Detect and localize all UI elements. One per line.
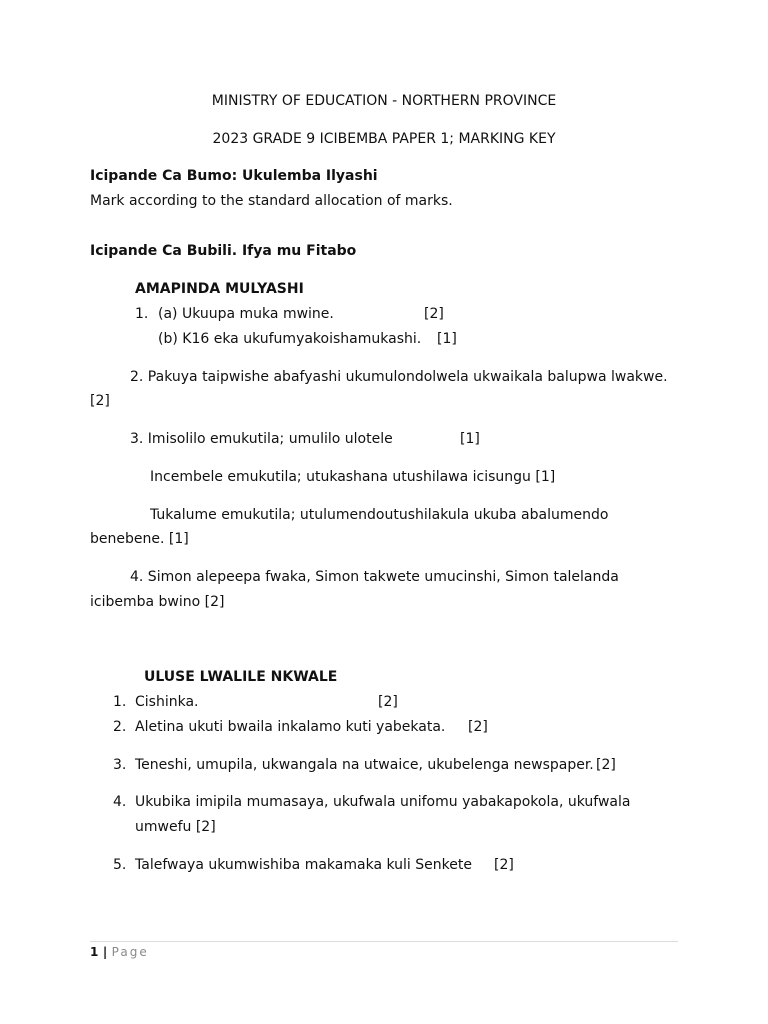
q3-line-2: Incembele emukutila; utukashana utushilawa icisungu [1] [150,469,556,485]
page-footer [90,943,149,961]
q4-line-1: 4. Simon alepeepa fwaka, Simon takwete umucinshi, Simon talelanda [130,569,619,585]
uluse-item-2-mark: [2] [468,719,488,735]
q3-line-3: Tukalume emukutila; utulumendoutushilakula ukuba abalumendo [150,507,609,523]
uluse-item-2-text: Aletina ukuti bwaila inkalamo kuti yabekata. [135,719,446,735]
uluse-item-2-number: 2. [113,719,127,735]
uluse-item-4-text: Ukubika imipila mumasaya, ukufwala unifomu yabakapokola, ukufwala [135,794,631,810]
q4-line-2: icibemba bwino [2] [90,594,225,610]
uluse-item-1-mark: [2] [378,694,398,710]
section1-heading: Icipande Ca Bumo: Ukulemba Ilyashi [90,168,378,184]
q1b-answer: (b) K16 eka ukufumyakoishamukashi. [158,331,422,347]
footer-divider [90,941,678,942]
page-word: Page [111,945,149,959]
page-separator: | [102,945,108,959]
amapinda-heading: AMAPINDA MULYASHI [135,281,304,297]
header-line-1: MINISTRY OF EDUCATION - NORTHERN PROVINCE [211,93,557,109]
uluse-item-1-text: Cishinka. [135,694,199,710]
q2-answer: 2. Pakuya taipwishe abafyashi ukumulondolwela ukwaikala balupwa lwakwe. [130,369,668,385]
q3-line-1: 3. Imisolilo emukutila; umulilo ulotele [130,431,393,447]
q1-number: 1. [135,306,149,322]
q2-mark: [2] [90,393,110,409]
uluse-item-5-mark: [2] [494,857,514,873]
uluse-item-4-number: 4. [113,794,127,810]
q3-line-1-mark: [1] [460,431,480,447]
page-number: 1 [90,945,99,959]
uluse-item-1-number: 1. [113,694,127,710]
section2-heading: Icipande Ca Bubili. Ifya mu Fitabo [90,243,357,259]
q1a-answer: (a) Ukuupa muka mwine. [158,306,334,322]
q1a-mark: [2] [424,306,444,322]
uluse-item-3-text: Teneshi, umupila, ukwangala na utwaice, ukubelenga newspaper. [135,757,594,773]
section1-note: Mark according to the standard allocation of marks. [90,193,453,209]
header-line-2: 2023 GRADE 9 ICIBEMBA PAPER 1; MARKING KEY [212,131,556,147]
uluse-heading: ULUSE LWALILE NKWALE [144,669,338,685]
uluse-item-5-number: 5. [113,857,127,873]
uluse-item-4-continuation: umwefu [2] [135,819,216,835]
q3-line-4: benebene. [1] [90,531,189,547]
uluse-item-3-mark: [2] [596,757,616,773]
q1b-mark: [1] [437,331,457,347]
uluse-item-3-number: 3. [113,757,127,773]
uluse-item-5-text: Talefwaya ukumwishiba makamaka kuli Senkete [135,857,472,873]
